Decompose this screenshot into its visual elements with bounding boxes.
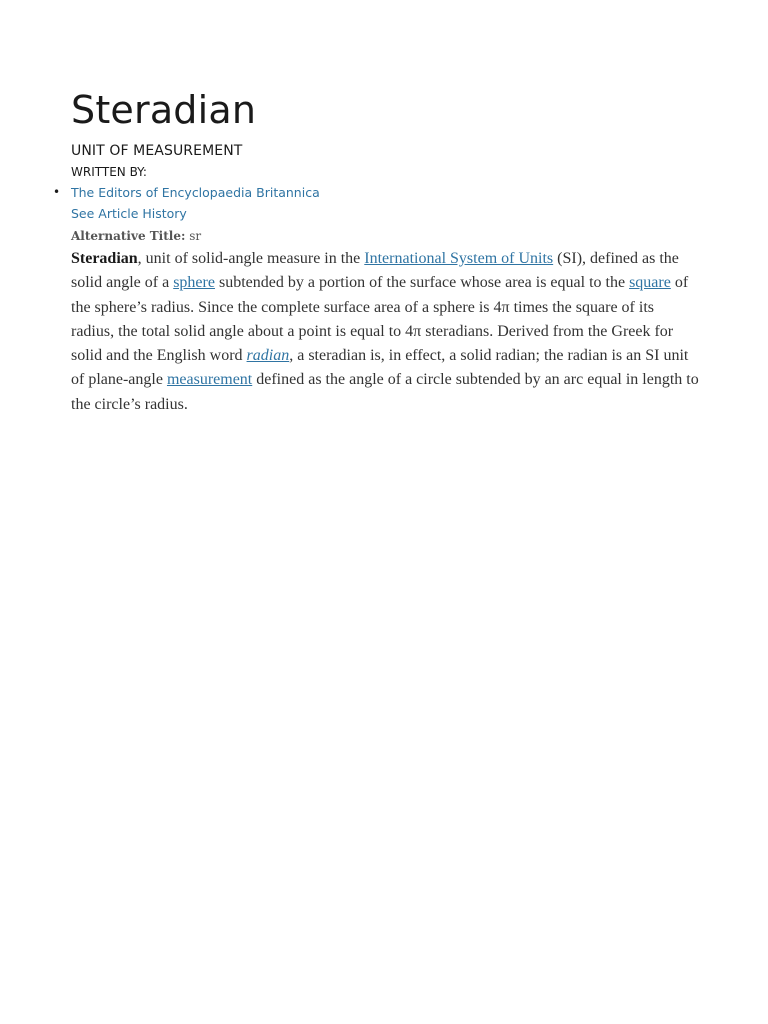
- radian-link[interactable]: radian: [246, 347, 290, 365]
- written-by-label: WRITTEN BY:: [71, 165, 147, 179]
- article-body: [71, 247, 701, 417]
- si-units-link[interactable]: International System of Units: [364, 250, 554, 267]
- article-history-link[interactable]: See Article History: [71, 206, 187, 221]
- sphere-link[interactable]: sphere: [173, 274, 215, 292]
- bullet-icon: •: [53, 185, 61, 199]
- article: [53, 84, 701, 417]
- author-link[interactable]: The Editors of Encyclopaedia Britannica: [71, 185, 320, 200]
- alternative-title-label: Alternative Title:: [71, 229, 186, 243]
- article-term: Steradian: [71, 250, 138, 267]
- author-list: [53, 182, 701, 203]
- article-title: Steradian: [71, 88, 257, 132]
- body-text-segment: , a steradian is, in effect, a solid radian; the radian is an SI unit of plane-angle: [71, 347, 689, 389]
- alternative-title-value: sr: [189, 229, 202, 243]
- body-text-segment: defined as the angle of a circle subtended by an arc equal in length to the circle’s radius.: [71, 371, 699, 413]
- body-text-segment: , unit of solid-angle measure in the: [137, 250, 365, 267]
- body-text-segment: of the sphere’s radius. Since the complete surface area of a sphere is 4π times the square of its radius, the total solid angle about a point is equal to 4π steradians. Derived from the Greek for solid and the English word: [71, 274, 689, 365]
- measurement-link[interactable]: measurement: [166, 371, 253, 389]
- body-text-segment: (SI), defined as the solid angle of a: [71, 250, 679, 292]
- alternative-title: [71, 225, 701, 247]
- square-link[interactable]: square: [629, 274, 671, 292]
- article-subtitle: UNIT OF MEASUREMENT: [71, 143, 243, 159]
- body-text-segment: subtended by a portion of the surface whose area is equal to the: [214, 274, 630, 292]
- author-item: [53, 182, 701, 203]
